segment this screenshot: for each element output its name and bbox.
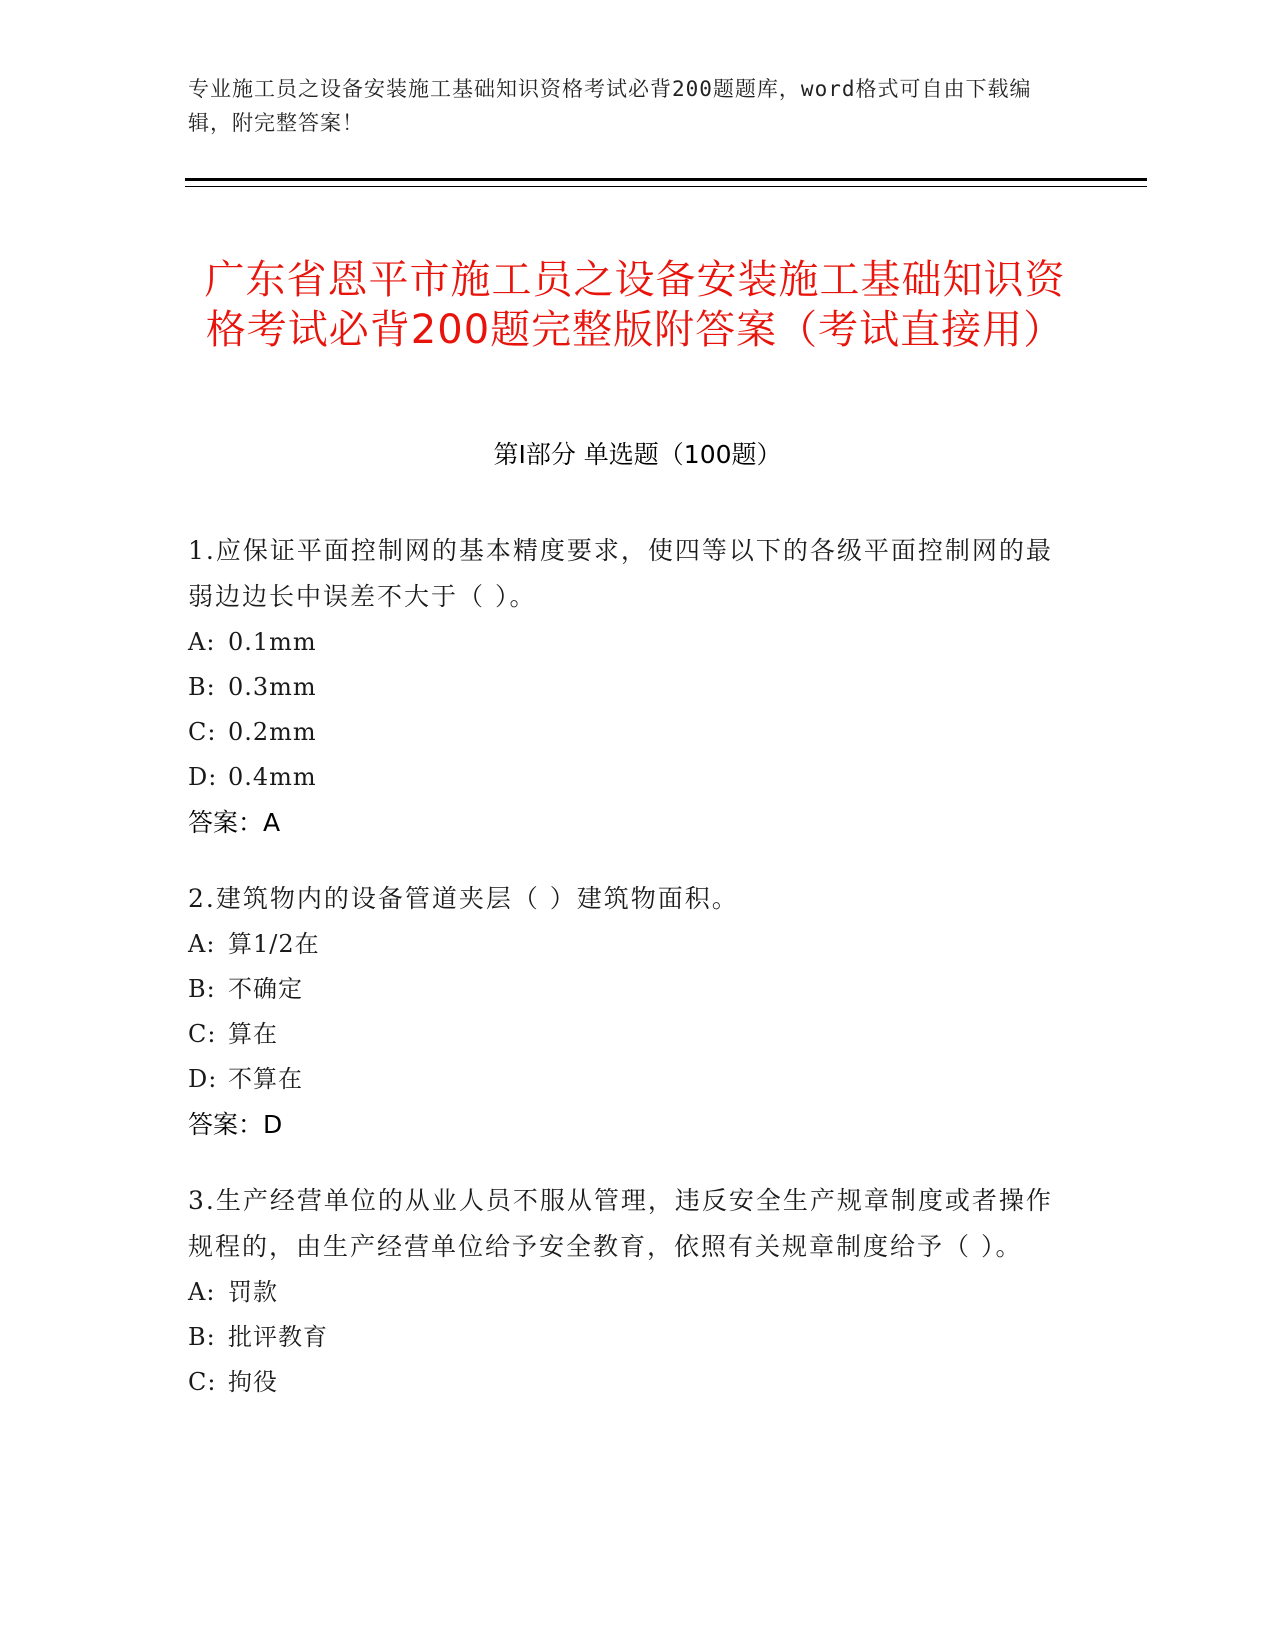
answer-label: 答案：D xyxy=(188,1110,283,1139)
option-a xyxy=(188,620,1068,665)
document-title: 广东省恩平市施工员之设备安装施工基础知识资格考试必背200题完整版附答案（考试直接用） xyxy=(204,256,1066,353)
question-text xyxy=(188,876,1068,922)
option-letter: A: xyxy=(188,628,216,656)
option-b xyxy=(188,967,1068,1012)
option-letter: B: xyxy=(188,1323,216,1351)
question-stem: 建筑物内的设备管道夹层（ ）建筑物面积。 xyxy=(215,884,739,913)
question-text xyxy=(188,528,1068,620)
question-1 xyxy=(188,528,1068,846)
option-text: 罚款 xyxy=(228,1278,278,1306)
question-3 xyxy=(188,1178,1068,1405)
question-stem: 应保证平面控制网的基本精度要求，使四等以下的各级平面控制网的最弱边边长中误差不大于（ ）。 xyxy=(188,536,1053,611)
section-heading: 第Ⅰ部分 单选题（100题） xyxy=(493,440,782,469)
option-letter: A: xyxy=(188,1278,216,1306)
option-text: 不算在 xyxy=(228,1065,303,1093)
question-text xyxy=(188,1178,1068,1270)
question-number: 3. xyxy=(188,1186,216,1215)
option-c xyxy=(188,710,1068,755)
option-text: 拘役 xyxy=(228,1368,278,1396)
option-letter: D: xyxy=(188,1065,218,1093)
question-number: 1. xyxy=(188,536,216,565)
option-a xyxy=(188,922,1068,967)
option-letter: B: xyxy=(188,673,216,701)
header-divider-thick xyxy=(185,178,1147,181)
option-letter: C: xyxy=(188,718,217,746)
question-list xyxy=(188,528,1068,1435)
option-text: 0.2mm xyxy=(228,718,317,746)
option-text: 0.3mm xyxy=(228,673,317,701)
option-a xyxy=(188,1270,1068,1315)
option-text: 0.4mm xyxy=(228,763,317,791)
option-letter: C: xyxy=(188,1368,217,1396)
header-divider-thin xyxy=(185,186,1147,187)
option-letter: C: xyxy=(188,1020,217,1048)
option-b xyxy=(188,665,1068,710)
question-2 xyxy=(188,876,1068,1148)
option-d xyxy=(188,755,1068,800)
option-text: 批评教育 xyxy=(228,1323,328,1351)
option-d xyxy=(188,1057,1068,1102)
question-number: 2. xyxy=(188,884,216,913)
option-text: 算在 xyxy=(228,1020,278,1048)
option-letter: D: xyxy=(188,763,218,791)
option-text: 算1/2在 xyxy=(228,930,320,958)
option-text: 不确定 xyxy=(228,975,303,1003)
option-c xyxy=(188,1360,1068,1405)
question-stem: 生产经营单位的从业人员不服从管理，违反安全生产规章制度或者操作规程的，由生产经营单位给予安全教育，依照有关规章制度给予（ ）。 xyxy=(188,1186,1053,1261)
option-letter: B: xyxy=(188,975,216,1003)
header-note: 专业施工员之设备安装施工基础知识资格考试必背200题题库，word格式可自由下载编辑，附完整答案！ xyxy=(188,77,1032,135)
option-text: 0.1mm xyxy=(228,628,317,656)
answer-label: 答案：A xyxy=(188,808,281,837)
option-b xyxy=(188,1315,1068,1360)
option-letter: A: xyxy=(188,930,216,958)
option-c xyxy=(188,1012,1068,1057)
